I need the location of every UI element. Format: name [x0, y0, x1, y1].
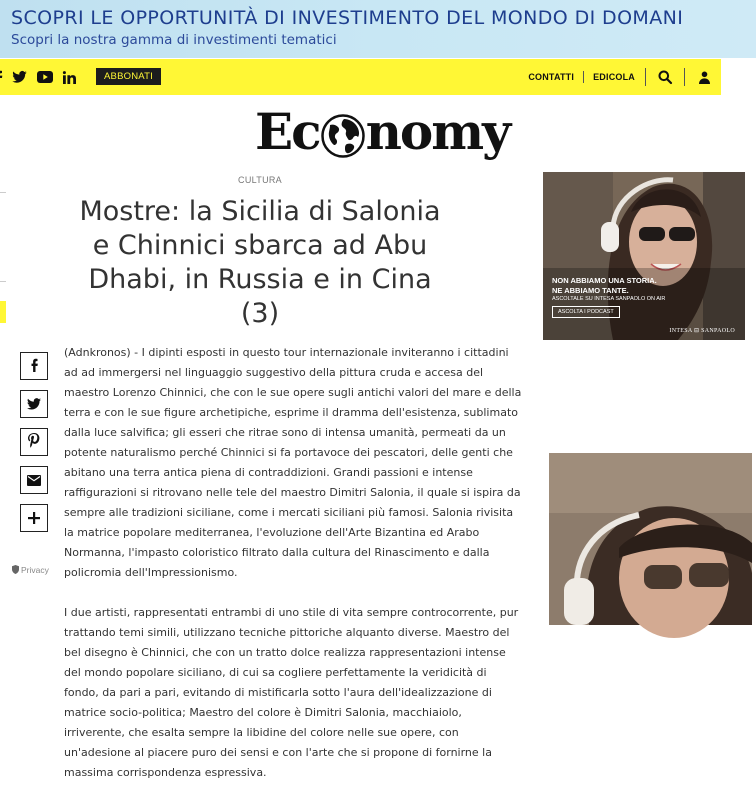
facebook-icon[interactable] — [0, 67, 2, 87]
ad-listen-podcast-button[interactable]: ASCOLTA I PODCAST — [552, 306, 620, 318]
nav-divider — [645, 68, 646, 86]
privacy-shield-icon — [12, 565, 21, 576]
article-body — [64, 343, 522, 803]
ad-headline-line: NON ABBIAMO UNA STORIA. — [552, 276, 657, 285]
article-paragraph: I due artisti, rappresentati entrambi di uno stile di vita sempre controcorrente, pur trattando temi simili, utilizzano tecniche pittoriche alquanto diverse. Maestro del bel disegno è Chinnici, che con un tratto dolce realizza rappresentazioni intense del mondo popolare siciliano, di cui sa cogliere perfettamente la veridicità di fondo, da pari a pari, evitando di mistificarla sotto l'aura dell'idealizzazione di matrice socio-politica; Maestro del colore è Dimitri Salonia, macchiaiolo, irriverente, che esalta sempre la libidine del colore nelle sue opere, con un'adesione al piacere puro dei sensi e con l'arte che si propone di fornirne la massima corrispondenza espressiva. — [64, 606, 519, 779]
share-twitter-button[interactable] — [20, 390, 48, 418]
sidebar-ad-image[interactable] — [549, 453, 752, 625]
privacy-badge[interactable] — [12, 562, 49, 578]
plus-icon — [28, 509, 40, 528]
facebook-icon — [31, 357, 38, 376]
twitter-icon[interactable] — [12, 67, 27, 87]
linkedin-icon[interactable] — [63, 67, 76, 87]
article-paragraph: (Adnkronos) - I dipinti esposti in questo tour internazionale inviteranno i cittadini ad ad immergersi nel linguaggio suggestivo della pittura cruda e accesa del maestro Lorenzo Chinnici, che con le sue opere sugli antichi valori del mare e della terra e con le sue figure archetipiche, esprime il dramma dell'esistenza, sublimato dalla luce salvifica; gli esseri che ritrae sono di intensa umanità, permeati da un potente naturalismo perché Chinnici si fa portavoce dei pescatori, delle genti che abitano una terra antica piena di contraddizioni. Grandi passioni e intense raffigurazioni si ritrovano nelle tele del maestro Dimitri Salonia, il quale si ispira da sempre alle tradizioni siciliane, come i mercati siciliani più famosi. Salonia rivisita la matrice popolare mediterranea, l'evoluzione dell'Arte Bizantina ed Arabo Normanna, l'impasto coloristico filtrato dalla cultura del Rinascimento e dalla policromia dell'Impressionismo. — [64, 346, 522, 579]
sidebar-ad-podcast[interactable] — [543, 172, 745, 340]
logo-text-right: nomy — [365, 101, 510, 161]
site-navbar — [0, 59, 721, 95]
ad-subline: ASCOLTALE SU INTESA SANPAOLO ON AIR — [552, 296, 666, 302]
share-facebook-button[interactable] — [20, 352, 48, 380]
share-email-button[interactable] — [20, 466, 48, 494]
site-logo[interactable] — [255, 100, 509, 162]
youtube-icon[interactable] — [37, 67, 53, 87]
ad-photo-woman-headphones — [549, 453, 752, 625]
banner-headline: SCOPRI LE OPPORTUNITÀ DI INVESTIMENTO DEL MONDO DI DOMANI — [11, 7, 684, 29]
share-more-button[interactable] — [20, 504, 48, 532]
article-category[interactable]: CULTURA — [238, 175, 282, 185]
nav-divider — [583, 71, 584, 83]
email-icon — [27, 471, 41, 490]
globe-icon — [321, 111, 365, 155]
ad-headline-line: NE ABBIAMO TANTE. — [552, 286, 629, 295]
left-gutter-rule — [0, 281, 6, 282]
ad-headline — [552, 276, 657, 296]
pinterest-icon — [28, 433, 40, 452]
twitter-icon — [27, 395, 41, 414]
ad-brand-logo: INTESA ⊟ SANPAOLO — [669, 328, 735, 334]
banner-subline: Scopri la nostra gamma di investimenti tematici — [11, 32, 337, 48]
subscribe-button[interactable]: ABBONATI — [96, 68, 161, 85]
user-icon[interactable] — [695, 67, 713, 87]
search-icon[interactable] — [656, 67, 674, 87]
contacts-link[interactable]: CONTATTI — [528, 72, 575, 82]
logo-text-left: Ec — [255, 101, 320, 161]
privacy-label: Privacy — [21, 565, 49, 575]
nav-divider — [684, 68, 685, 86]
social-links — [0, 59, 76, 95]
nav-right-links — [528, 59, 713, 95]
left-gutter-rule — [0, 192, 6, 193]
article-title: Mostre: la Sicilia di Salonia e Chinnici sbarca ad Abu Dhabi, in Russia e in Cina (3) — [79, 196, 441, 329]
edicola-link[interactable]: EDICOLA — [593, 72, 635, 82]
left-gutter-accent — [0, 301, 6, 323]
top-banner-ad[interactable] — [0, 0, 756, 58]
share-pinterest-button[interactable] — [20, 428, 48, 456]
